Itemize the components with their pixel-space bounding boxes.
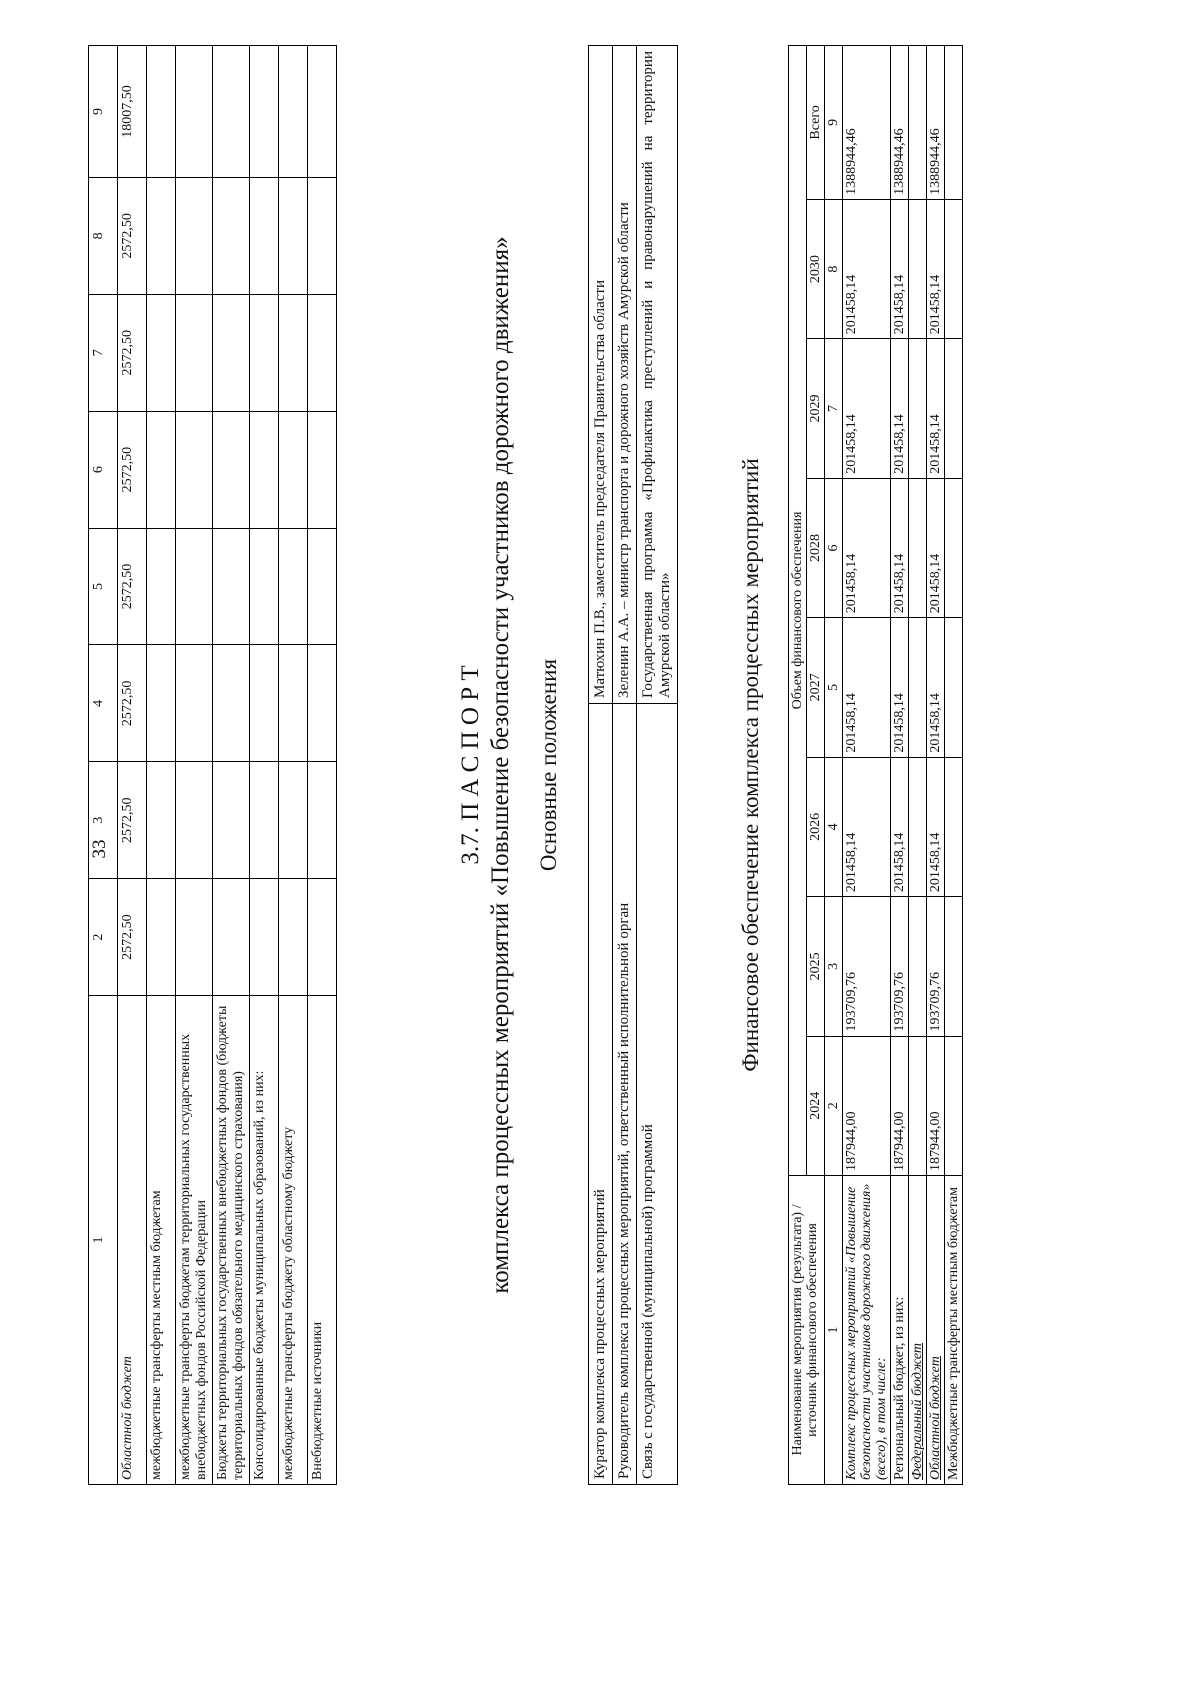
financing-value	[909, 46, 927, 200]
value-cell	[250, 411, 279, 528]
provision-value: Государственная программа «Профилактика преступлений и правонарушений на территории Амурской области»	[637, 46, 678, 704]
row-label: межбюджетные трансферты местным бюджетам	[147, 996, 176, 1485]
year-header: 2029	[807, 339, 825, 478]
financing-value: 193709,76	[891, 897, 909, 1036]
value-cell: 2572,50	[118, 645, 147, 762]
financing-value: 193709,76	[843, 897, 891, 1036]
financing-value: 201458,14	[843, 339, 891, 478]
passport-title	[456, 45, 516, 1485]
year-header: 2027	[807, 618, 825, 757]
financing-value	[909, 339, 927, 478]
financing-source-label: Региональный бюджет, из них:	[891, 1176, 909, 1485]
financing-source-label: Межбюджетные трансферты местным бюджетам	[945, 1176, 963, 1485]
budget-table-continued	[88, 45, 337, 1485]
provision-label: Связь с государственной (муниципальной) программой	[637, 704, 678, 1485]
financing-value: 1388944,46	[843, 46, 891, 200]
provision-row	[613, 46, 637, 1485]
year-header: 2030	[807, 199, 825, 338]
value-cell	[308, 645, 337, 762]
column-number: 5	[89, 528, 118, 645]
value-cell	[250, 294, 279, 411]
financing-header-row	[789, 46, 807, 1485]
value-cell	[176, 411, 213, 528]
value-cell	[147, 645, 176, 762]
value-cell	[279, 645, 308, 762]
value-cell	[279, 528, 308, 645]
value-cell	[213, 645, 250, 762]
value-cell	[308, 46, 337, 178]
year-header: 2026	[807, 757, 825, 896]
financing-row	[909, 46, 927, 1485]
value-cell	[308, 177, 337, 294]
provision-value: Матюхин П.В., заместитель председателя Правительства области	[589, 46, 613, 704]
value-cell	[147, 411, 176, 528]
financing-value: 201458,14	[891, 339, 909, 478]
row-label: Консолидированные бюджеты муниципальных образований, из них:	[250, 996, 279, 1485]
column-number: 2	[825, 1036, 843, 1175]
value-cell	[176, 762, 213, 879]
financing-value: 201458,14	[843, 757, 891, 896]
table-header-row	[89, 46, 118, 1485]
financing-value: 201458,14	[927, 478, 945, 617]
provision-row	[637, 46, 678, 1485]
financing-value	[945, 199, 963, 338]
main-provisions-table	[588, 45, 678, 1485]
financing-value	[909, 618, 927, 757]
main-provisions-body	[589, 46, 678, 1485]
financing-heading: Финансовое обеспечение комплекса процессных мероприятий	[738, 458, 763, 1072]
main-provisions-heading: Основные положения	[536, 658, 561, 872]
financing-value: 201458,14	[891, 199, 909, 338]
value-cell	[250, 762, 279, 879]
value-cell	[308, 528, 337, 645]
value-cell	[176, 46, 213, 178]
provision-label: Руководитель комплекса процессных мероприятий, ответственный исполнительной орган	[613, 704, 637, 1485]
budget-table-body	[89, 46, 337, 1485]
table-row	[250, 46, 279, 1485]
financing-value: 201458,14	[891, 757, 909, 896]
financing-value	[945, 618, 963, 757]
value-cell	[279, 177, 308, 294]
financing-source-label: Областной бюджет	[927, 1176, 945, 1485]
column-number: 2	[89, 879, 118, 996]
value-cell	[279, 411, 308, 528]
value-cell	[250, 645, 279, 762]
value-cell: 2572,50	[118, 411, 147, 528]
rotated-page-content	[78, 0, 1138, 1485]
financing-value: 187944,00	[927, 1036, 945, 1175]
value-cell	[213, 46, 250, 178]
value-cell	[250, 46, 279, 178]
financing-value	[945, 478, 963, 617]
financing-value	[945, 897, 963, 1036]
financing-value: 201458,14	[927, 757, 945, 896]
value-cell	[147, 177, 176, 294]
financing-value: 201458,14	[891, 618, 909, 757]
financing-value: 193709,76	[927, 897, 945, 1036]
column-number: 7	[89, 294, 118, 411]
year-header: 2024	[807, 1036, 825, 1175]
row-label: Областной бюджет	[118, 996, 147, 1485]
value-cell: 2572,50	[118, 177, 147, 294]
financing-row	[891, 46, 909, 1485]
provision-label: Куратор комплекса процессных мероприятий	[589, 704, 613, 1485]
passport-title-line2: комплекса процессных мероприятий «Повышение безопасности участников дорожного движения»	[487, 236, 514, 1294]
row-label: Внебюджетные источники	[308, 996, 337, 1485]
table-row	[147, 46, 176, 1485]
value-cell	[176, 879, 213, 996]
column-number: 8	[89, 177, 118, 294]
value-cell	[213, 411, 250, 528]
column-number: 1	[825, 1176, 843, 1485]
financing-value	[945, 46, 963, 200]
year-header: 2025	[807, 897, 825, 1036]
value-cell	[213, 177, 250, 294]
financing-value: 201458,14	[843, 199, 891, 338]
value-cell: 2572,50	[118, 294, 147, 411]
financing-value	[909, 1036, 927, 1175]
financing-value	[909, 897, 927, 1036]
financing-value: 1388944,46	[927, 46, 945, 200]
value-cell	[308, 879, 337, 996]
financing-value	[909, 478, 927, 617]
column-number: 5	[825, 618, 843, 757]
value-cell	[308, 294, 337, 411]
financing-table	[788, 45, 963, 1485]
table-row	[176, 46, 213, 1485]
value-cell	[213, 294, 250, 411]
financing-value	[909, 199, 927, 338]
value-cell	[250, 177, 279, 294]
financing-value	[945, 339, 963, 478]
value-cell	[176, 528, 213, 645]
row-label: Бюджеты территориальных государственных внебюджетных фондов (бюджеты территориальных фондов обязательного медицинского страхования)	[213, 996, 250, 1485]
financing-value: 201458,14	[927, 199, 945, 338]
volume-header: Объем финансового обеспечения	[789, 46, 807, 1176]
table-row	[213, 46, 250, 1485]
column-number: 4	[825, 757, 843, 896]
financing-value: 201458,14	[843, 478, 891, 617]
value-cell	[279, 762, 308, 879]
value-cell: 2572,50	[118, 762, 147, 879]
value-cell	[147, 528, 176, 645]
column-number: 8	[825, 199, 843, 338]
column-number: 1	[89, 996, 118, 1485]
value-cell	[213, 528, 250, 645]
value-cell	[308, 762, 337, 879]
financing-value: 201458,14	[927, 339, 945, 478]
value-cell	[147, 879, 176, 996]
value-cell	[147, 762, 176, 879]
column-number: 9	[825, 46, 843, 200]
passport-title-line1: 3.7. П А С П О Р Т	[457, 665, 484, 865]
financing-value: 201458,14	[843, 618, 891, 757]
financing-value: 187944,00	[843, 1036, 891, 1175]
column-number: 9	[89, 46, 118, 178]
value-cell	[213, 762, 250, 879]
value-cell	[308, 411, 337, 528]
value-cell	[279, 879, 308, 996]
financing-table-body	[789, 46, 963, 1485]
name-header: Наименование мероприятия (результата) / источник финансового обеспечения	[789, 1176, 825, 1485]
column-number: 3	[825, 897, 843, 1036]
financing-value	[945, 757, 963, 896]
financing-value	[909, 757, 927, 896]
financing-value: 201458,14	[927, 618, 945, 757]
financing-value: 1388944,46	[891, 46, 909, 200]
value-cell: 18007,50	[118, 46, 147, 178]
column-number: 7	[825, 339, 843, 478]
provision-value: Зеленин А.А. – министр транспорта и дорожного хозяйств Амурской области	[613, 46, 637, 704]
value-cell: 2572,50	[118, 879, 147, 996]
financing-value: 187944,00	[891, 1036, 909, 1175]
table-row	[308, 46, 337, 1485]
value-cell: 2572,50	[118, 528, 147, 645]
value-cell	[250, 879, 279, 996]
column-number: 6	[89, 411, 118, 528]
financing-value: 201458,14	[891, 478, 909, 617]
column-number: 6	[825, 478, 843, 617]
value-cell	[176, 645, 213, 762]
row-label: межбюджетные трансферты бюджетам территориальных государственных внебюджетных фондов Российской Федерации	[176, 996, 213, 1485]
row-label: межбюджетные трансферты бюджету областному бюджету	[279, 996, 308, 1485]
value-cell	[147, 46, 176, 178]
value-cell	[279, 294, 308, 411]
value-cell	[213, 879, 250, 996]
financing-value	[945, 1036, 963, 1175]
financing-row	[945, 46, 963, 1485]
column-number: 3	[89, 762, 118, 879]
value-cell	[176, 177, 213, 294]
provision-row	[589, 46, 613, 1485]
financing-source-label: Федеральный бюджет	[909, 1176, 927, 1485]
value-cell	[147, 294, 176, 411]
year-header: 2028	[807, 478, 825, 617]
financing-source-label: Комплекс процессных мероприятий «Повышение безопасности участников дорожного движения» (всего), в том числе:	[843, 1176, 891, 1485]
column-numbers-row	[825, 46, 843, 1485]
column-number: 4	[89, 645, 118, 762]
value-cell	[176, 294, 213, 411]
page-number: 33	[89, 839, 110, 859]
financing-row	[927, 46, 945, 1485]
table-row	[118, 46, 147, 1485]
year-header: Всего	[807, 46, 825, 200]
table-row	[279, 46, 308, 1485]
financing-row	[843, 46, 891, 1485]
value-cell	[250, 528, 279, 645]
value-cell	[279, 46, 308, 178]
